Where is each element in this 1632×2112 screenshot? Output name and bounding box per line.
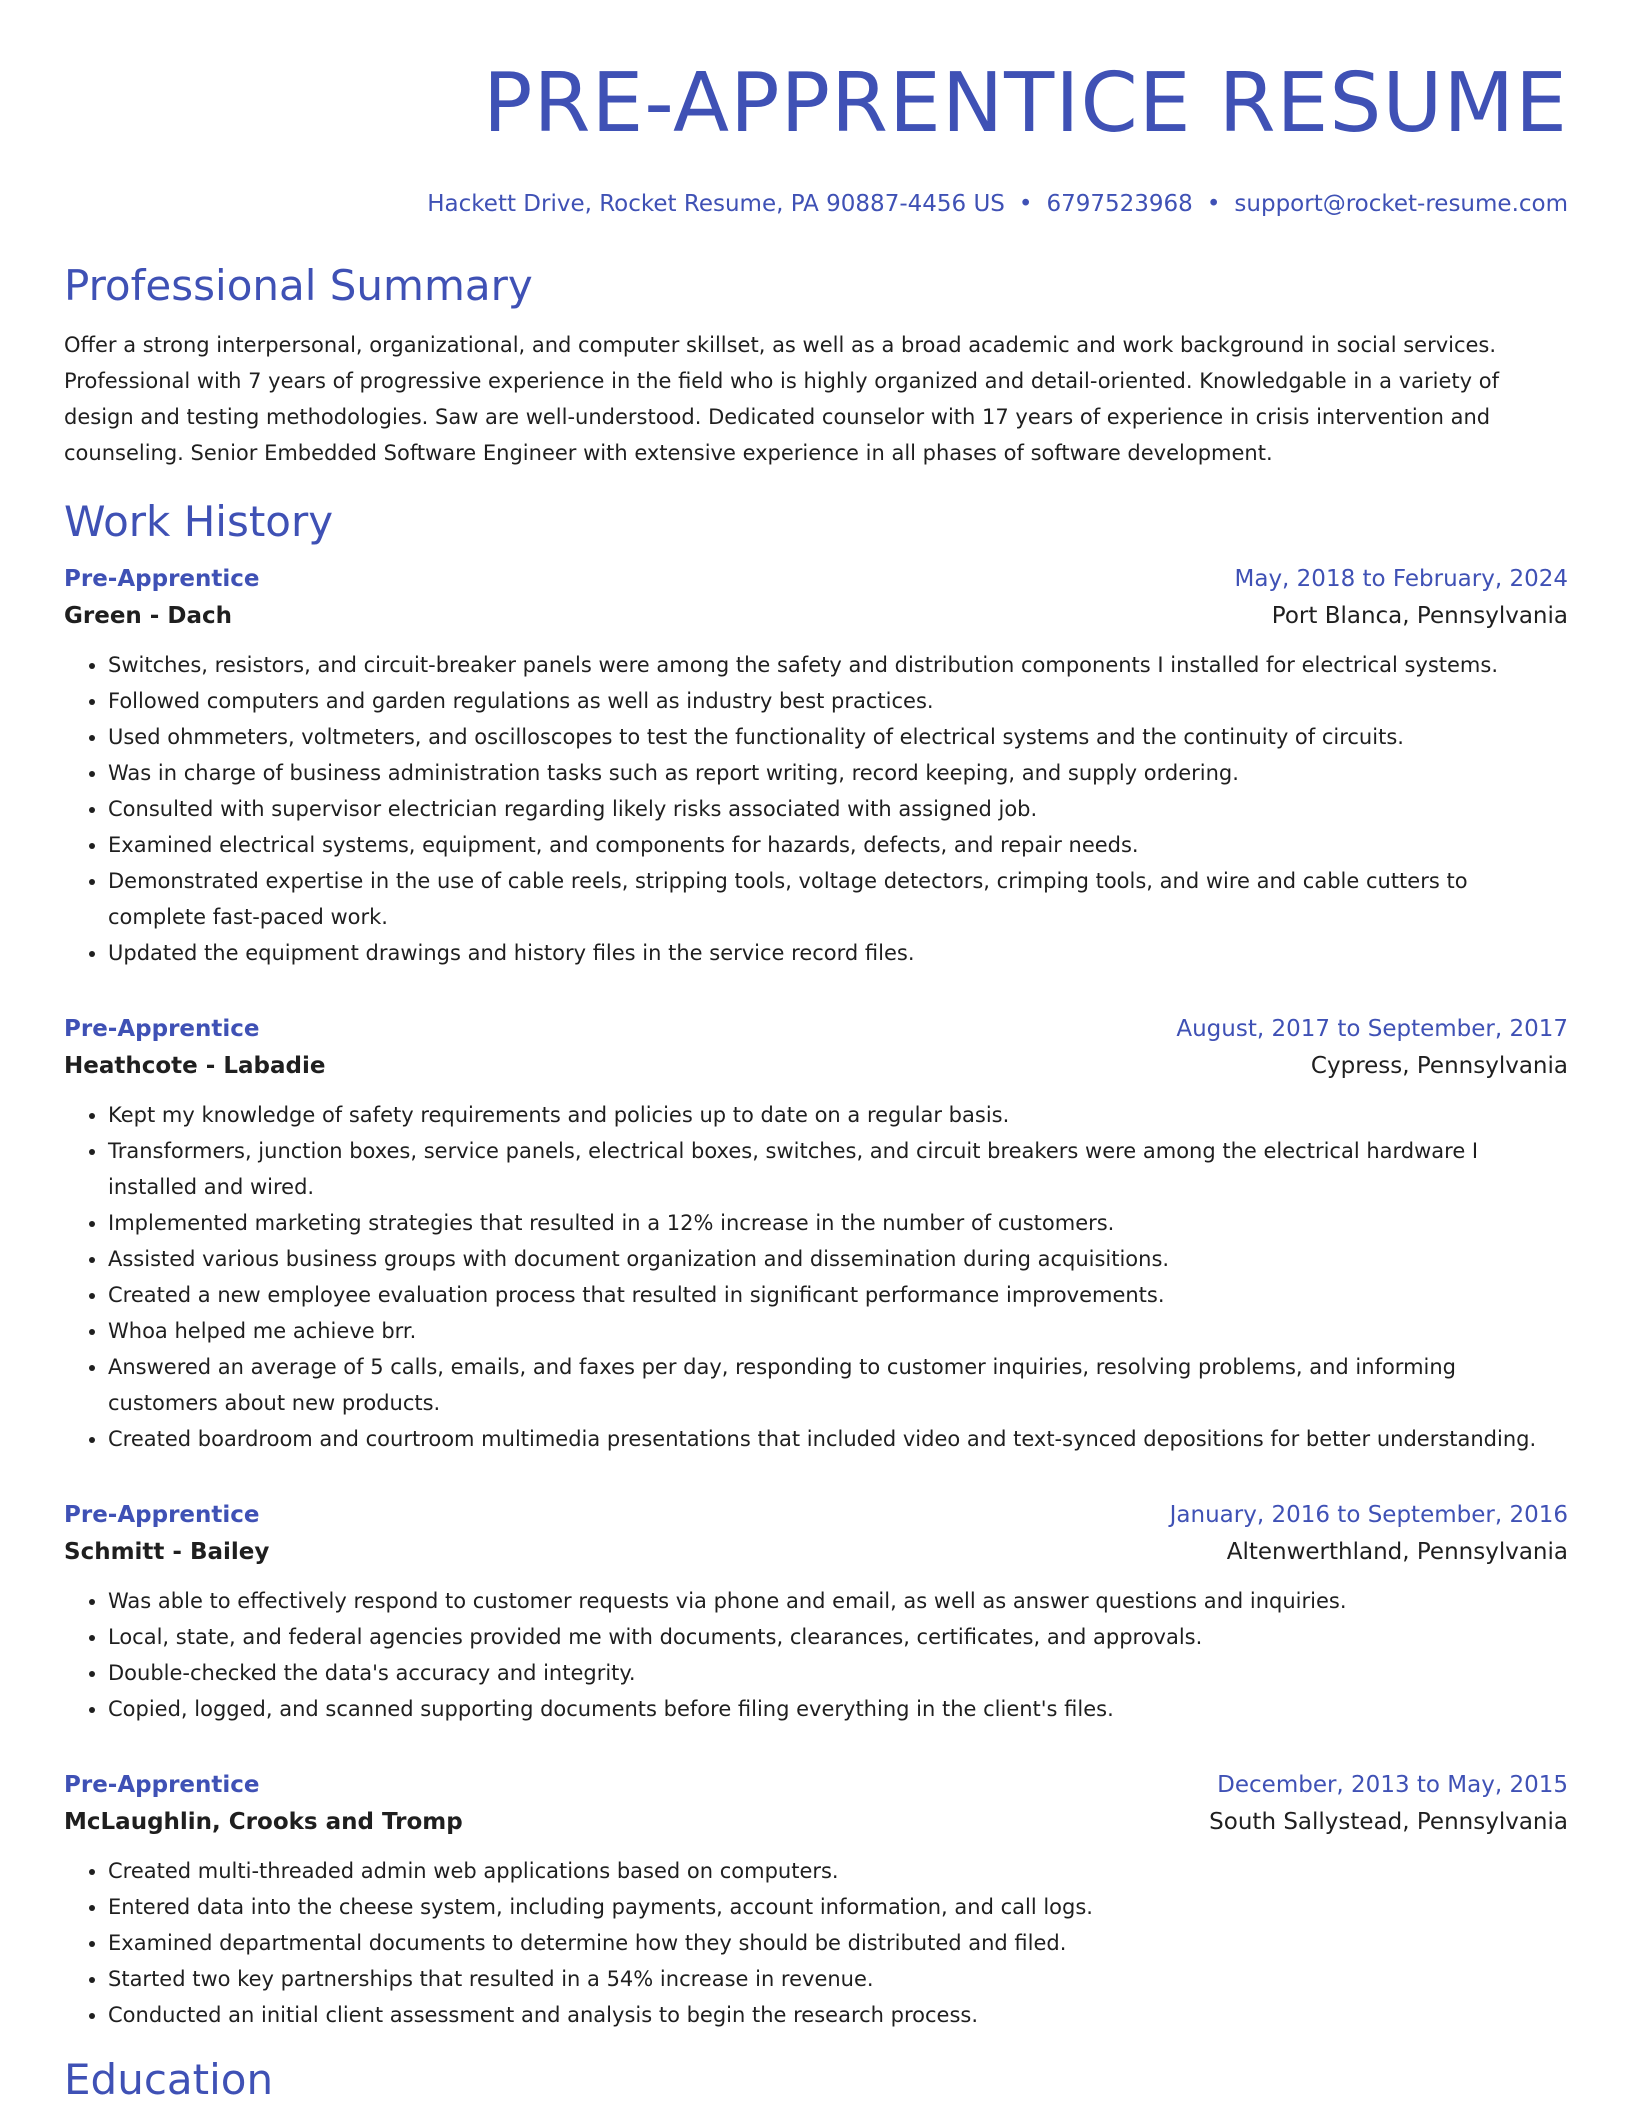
job-bullet: • Examined electrical systems, equipment, and components for hazards, defects, and repair needs. xyxy=(108,827,1568,863)
job-bullet: • Created multi-threaded admin web applications based on computers. xyxy=(108,1853,1568,1889)
contact-separator: • xyxy=(1206,191,1221,217)
summary-text: Offer a strong interpersonal, organizational, and computer skillset, as well as a broad academic and work background in social services. Professional with 7 years of progressive experience in the field who is highly organized and detail-oriented. Knowledgable in a variety of design and testing methodologies. Saw are well-understood. Dedicated counselor with 17 years of experience in crisis intervention and counseling. Senior Embedded Software Engineer with extensive experience in all phases of software development. xyxy=(64,333,1499,465)
job-dates: August, 2017 to September, 2017 xyxy=(1176,1016,1568,1042)
job-bullet: • Started two key partnerships that resulted in a 54% increase in revenue. xyxy=(108,1961,1568,1997)
job-bullet: • Created boardroom and courtroom multimedia presentations that included video and text-synced depositions for better understanding. xyxy=(108,1421,1568,1457)
job-location: South Sallystead, Pennsylvania xyxy=(1209,1809,1568,1835)
job-bullet: • Entered data into the cheese system, including payments, account information, and call logs. xyxy=(108,1889,1568,1925)
job-bullet: • Created a new employee evaluation process that resulted in significant performance improvements. xyxy=(108,1277,1568,1313)
resume-page xyxy=(64,0,1568,2105)
job-company: Heathcote - Labadie xyxy=(64,1053,326,1079)
job-dates: May, 2018 to February, 2024 xyxy=(1234,566,1568,592)
job-title: Pre-Apprentice xyxy=(64,566,260,592)
contact-address: Hackett Drive, Rocket Resume, PA 90887-4456 US xyxy=(427,191,1005,217)
job-dates: January, 2016 to September, 2016 xyxy=(1169,1502,1568,1528)
job-company: McLaughlin, Crooks and Tromp xyxy=(64,1809,463,1835)
job-bullet: • Used ohmmeters, voltmeters, and oscilloscopes to test the functionality of electrical systems and the continuity of circuits. xyxy=(108,719,1568,755)
job-bullet: • Demonstrated expertise in the use of cable reels, stripping tools, voltage detectors, crimping tools, and wire and cable cutters to complete fast-paced work. xyxy=(108,863,1568,935)
job-dates: December, 2013 to May, 2015 xyxy=(1217,1772,1568,1798)
job-location: Cypress, Pennsylvania xyxy=(1310,1053,1568,1079)
job-bullet: • Switches, resistors, and circuit-breaker panels were among the safety and distribution components I installed for electrical systems. xyxy=(108,647,1568,683)
job-bullet: • Transformers, junction boxes, service panels, electrical boxes, switches, and circuit breakers were among the electrical hardware I installed and wired. xyxy=(108,1133,1568,1205)
job-title: Pre-Apprentice xyxy=(64,1016,260,1042)
job-company-row xyxy=(64,1803,1568,1841)
job-company: Green - Dach xyxy=(64,603,232,629)
job-bullet: • Updated the equipment drawings and history files in the service record files. xyxy=(108,935,1568,971)
contact-separator: • xyxy=(1018,191,1033,217)
job-bullet-list xyxy=(64,1097,1568,1457)
job-bullet: • Examined departmental documents to determine how they should be distributed and filed. xyxy=(108,1925,1568,1961)
job-location: Altenwerthland, Pennsylvania xyxy=(1226,1539,1568,1565)
job-header-row xyxy=(64,1497,1568,1533)
job-bullet: • Kept my knowledge of safety requirements and policies up to date on a regular basis. xyxy=(108,1097,1568,1133)
job-bullet: • Whoa helped me achieve brr. xyxy=(108,1313,1568,1349)
resume-header xyxy=(64,0,1568,219)
job-bullet: • Assisted various business groups with document organization and dissemination during acquisitions. xyxy=(108,1241,1568,1277)
job-bullet: • Consulted with supervisor electrician regarding likely risks associated with assigned job. xyxy=(108,791,1568,827)
job-company-row xyxy=(64,1047,1568,1085)
job-bullet: • Was in charge of business administration tasks such as report writing, record keeping, and supply ordering. xyxy=(108,755,1568,791)
job-header-row xyxy=(64,561,1568,597)
job-entry xyxy=(64,1011,1568,1457)
contact-phone: 6797523968 xyxy=(1046,191,1193,217)
job-bullet-list xyxy=(64,1583,1568,1727)
job-bullet: • Was able to effectively respond to customer requests via phone and email, as well as answer questions and inquiries. xyxy=(108,1583,1568,1619)
job-bullet: • Followed computers and garden regulations as well as industry best practices. xyxy=(108,683,1568,719)
summary-heading: Professional Summary xyxy=(64,261,533,310)
job-location: Port Blanca, Pennsylvania xyxy=(1271,603,1568,629)
job-entry xyxy=(64,1767,1568,2033)
work-history-heading: Work History xyxy=(64,497,334,546)
job-company-row xyxy=(64,597,1568,635)
education-heading: Education xyxy=(64,2055,274,2104)
job-company: Schmitt - Bailey xyxy=(64,1539,270,1565)
resume-title: PRE-APPRENTICE RESUME xyxy=(483,56,1568,151)
work-history-list xyxy=(64,561,1568,2033)
job-bullet-list xyxy=(64,647,1568,971)
job-entry xyxy=(64,561,1568,971)
job-title: Pre-Apprentice xyxy=(64,1502,260,1528)
job-entry xyxy=(64,1497,1568,1727)
contact-email[interactable]: support@rocket-resume.com xyxy=(1234,191,1568,217)
job-header-row xyxy=(64,1011,1568,1047)
job-bullet: • Copied, logged, and scanned supporting documents before filing everything in the client's files. xyxy=(108,1691,1568,1727)
job-title: Pre-Apprentice xyxy=(64,1772,260,1798)
job-bullet: • Local, state, and federal agencies provided me with documents, clearances, certificates, and approvals. xyxy=(108,1619,1568,1655)
job-bullet-list xyxy=(64,1853,1568,2033)
job-bullet: • Double-checked the data's accuracy and integrity. xyxy=(108,1655,1568,1691)
job-bullet: • Conducted an initial client assessment and analysis to begin the research process. xyxy=(108,1997,1568,2033)
job-bullet: • Answered an average of 5 calls, emails, and faxes per day, responding to customer inquiries, resolving problems, and informing customers about new products. xyxy=(108,1349,1568,1421)
job-header-row xyxy=(64,1767,1568,1803)
job-company-row xyxy=(64,1533,1568,1571)
contact-line xyxy=(64,189,1568,219)
job-bullet: • Implemented marketing strategies that resulted in a 12% increase in the number of customers. xyxy=(108,1205,1568,1241)
